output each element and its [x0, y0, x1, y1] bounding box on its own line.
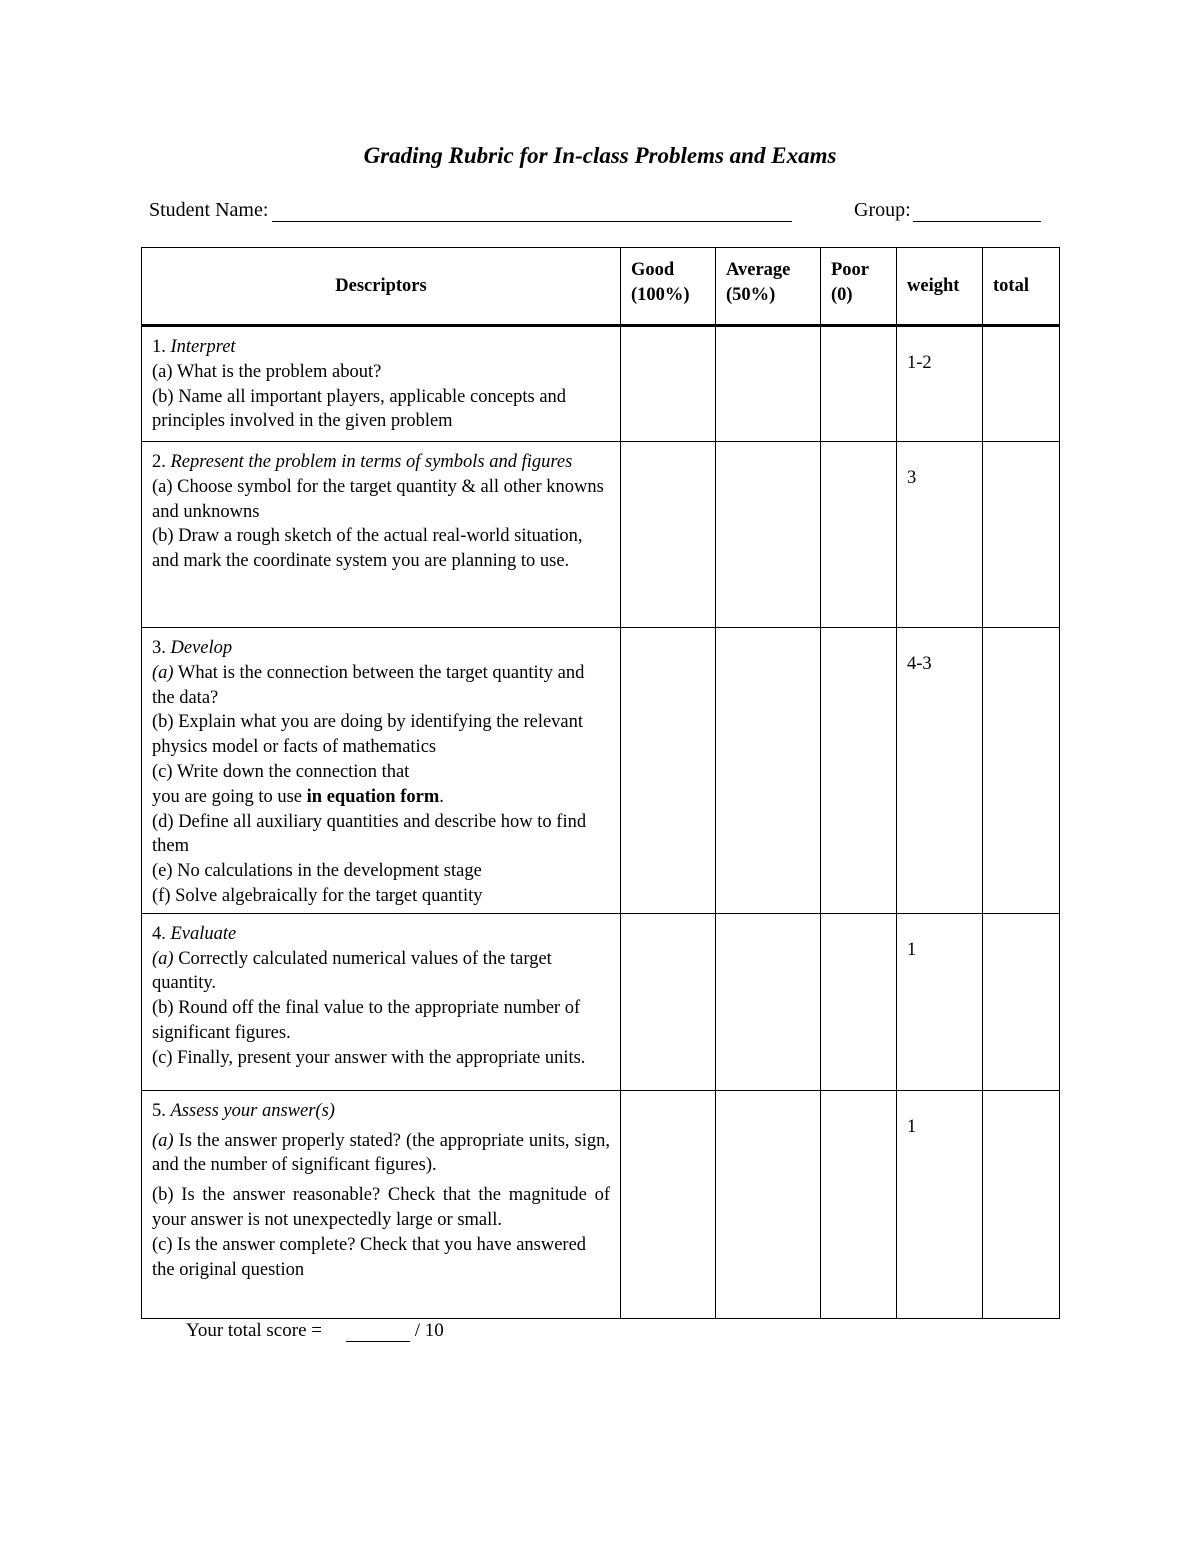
poor-cell[interactable] [821, 628, 897, 914]
descriptor-item-text: Is the answer properly stated? (the appropriate units, sign, and the number of significant figures). [152, 1130, 610, 1176]
header-average-pct: (50%) [726, 285, 776, 305]
poor-cell[interactable] [821, 1090, 897, 1318]
descriptor-item: (f) Solve algebraically for the target quantity [152, 885, 483, 906]
score-label: Your total score = [186, 1320, 322, 1341]
descriptor-item: (a) What is the problem about? [152, 361, 382, 382]
good-cell[interactable] [621, 913, 716, 1090]
item-a-label: (a) [152, 948, 174, 969]
descriptor-title: Develop [170, 638, 233, 658]
poor-cell[interactable] [821, 326, 897, 442]
header-average [716, 248, 821, 326]
descriptor-item: (e) No calculations in the development stage [152, 861, 482, 882]
header-poor-label: Poor [831, 260, 870, 280]
descriptor-cell [142, 1090, 621, 1318]
weight-cell: 3 [897, 442, 983, 628]
header-good-pct: (100%) [631, 285, 690, 305]
descriptor-number: 2. [152, 452, 171, 472]
descriptor-item: (a) Choose symbol for the target quantity & all other knowns and unknowns [152, 476, 604, 522]
descriptor-cell [142, 628, 621, 914]
group-field [854, 199, 1041, 222]
descriptor-heading [152, 636, 610, 661]
descriptor-heading [152, 922, 610, 947]
score-blank[interactable] [346, 1321, 410, 1342]
descriptor-heading [152, 450, 610, 475]
header-poor-pct: (0) [831, 285, 853, 305]
header-good-label: Good [631, 260, 675, 280]
descriptor-item: (c) Finally, present your answer with the appropriate units. [152, 1047, 586, 1068]
average-cell[interactable] [716, 628, 821, 914]
descriptor-number: 4. [152, 923, 171, 944]
page-title: Grading Rubric for In-class Problems and Exams [363, 143, 837, 168]
total-cell[interactable] [983, 913, 1060, 1090]
weight-cell: 1 [897, 913, 983, 1090]
descriptor-cell [142, 326, 621, 442]
score-denominator: / 10 [414, 1320, 444, 1341]
descriptor-cell [142, 913, 621, 1090]
descriptor-number: 1. [152, 337, 171, 357]
average-cell[interactable] [716, 913, 821, 1090]
table-row [142, 1090, 1060, 1318]
descriptor-title: Evaluate [170, 923, 237, 944]
group-blank[interactable] [913, 199, 1041, 222]
descriptor-item-text: you are going to use [152, 786, 307, 807]
good-cell[interactable] [621, 1090, 716, 1318]
good-cell[interactable] [621, 442, 716, 628]
descriptor-item [152, 947, 610, 997]
poor-cell[interactable] [821, 913, 897, 1090]
header-weight: weight [897, 248, 983, 326]
table-row [142, 326, 1060, 442]
total-cell[interactable] [983, 326, 1060, 442]
average-cell[interactable] [716, 442, 821, 628]
rubric-table [141, 247, 1060, 1319]
weight-cell: 4-3 [897, 628, 983, 914]
descriptor-item: (c) Is the answer complete? Check that you have answered the original question [152, 1234, 587, 1280]
descriptor-item-text: What is the connection between the target quantity and the data? [152, 662, 585, 708]
emphasis-text: in equation form [306, 786, 440, 807]
table-row [142, 628, 1060, 914]
descriptor-item: (b) Is the answer reasonable? Check that the magnitude of your answer is not unexpectedly large or small. [152, 1185, 610, 1230]
descriptor-item-text: . [439, 786, 444, 807]
descriptor-item [152, 785, 610, 810]
descriptor-item: (b) Round off the final value to the appropriate number of significant figures. [152, 998, 581, 1043]
descriptor-item-text: Correctly calculated numerical values of the target quantity. [152, 948, 552, 994]
total-cell[interactable] [983, 628, 1060, 914]
item-a-label: (a) [152, 1130, 174, 1151]
total-cell[interactable] [983, 442, 1060, 628]
table-row [142, 442, 1060, 628]
weight-cell: 1 [897, 1090, 983, 1318]
item-a-label: (a) [152, 662, 174, 683]
descriptor-item: (d) Define all auxiliary quantities and describe how to find them [152, 811, 587, 857]
descriptor-heading [152, 335, 610, 360]
descriptor-number: 5. [152, 1100, 171, 1121]
poor-cell[interactable] [821, 442, 897, 628]
descriptor-item [152, 1129, 610, 1179]
weight-cell: 1-2 [897, 326, 983, 442]
header-descriptors: Descriptors [142, 248, 621, 326]
good-cell[interactable] [621, 326, 716, 442]
average-cell[interactable] [716, 1090, 821, 1318]
header-row [142, 248, 1060, 326]
header-total: total [983, 248, 1060, 326]
student-name-field [149, 199, 792, 222]
total-score [186, 1320, 444, 1342]
descriptor-item: (b) Draw a rough sketch of the actual real-world situation, and mark the coordinate system you are planning to use. [152, 526, 583, 572]
descriptor-number: 3. [152, 638, 171, 658]
total-cell[interactable] [983, 1090, 1060, 1318]
header-good [621, 248, 716, 326]
average-cell[interactable] [716, 326, 821, 442]
descriptor-title: Represent the problem in terms of symbols and figures [170, 452, 573, 472]
student-name-label: Student Name: [149, 199, 269, 221]
descriptor-cell [142, 442, 621, 628]
table-row [142, 913, 1060, 1090]
descriptor-heading [152, 1099, 610, 1124]
descriptor-item: (b) Explain what you are doing by identifying the relevant physics model or facts of mathematics [152, 712, 584, 758]
descriptor-item: (b) Name all important players, applicable concepts and principles involved in the given problem [152, 386, 567, 432]
header-poor [821, 248, 897, 326]
descriptor-title: Interpret [170, 337, 236, 357]
good-cell[interactable] [621, 628, 716, 914]
student-name-blank[interactable] [272, 199, 792, 222]
header-average-label: Average [726, 260, 791, 280]
descriptor-item: (c) Write down the connection that [152, 761, 410, 782]
descriptor-item [152, 661, 610, 711]
descriptor-title: Assess your answer(s) [170, 1100, 335, 1121]
group-label: Group: [854, 199, 911, 221]
